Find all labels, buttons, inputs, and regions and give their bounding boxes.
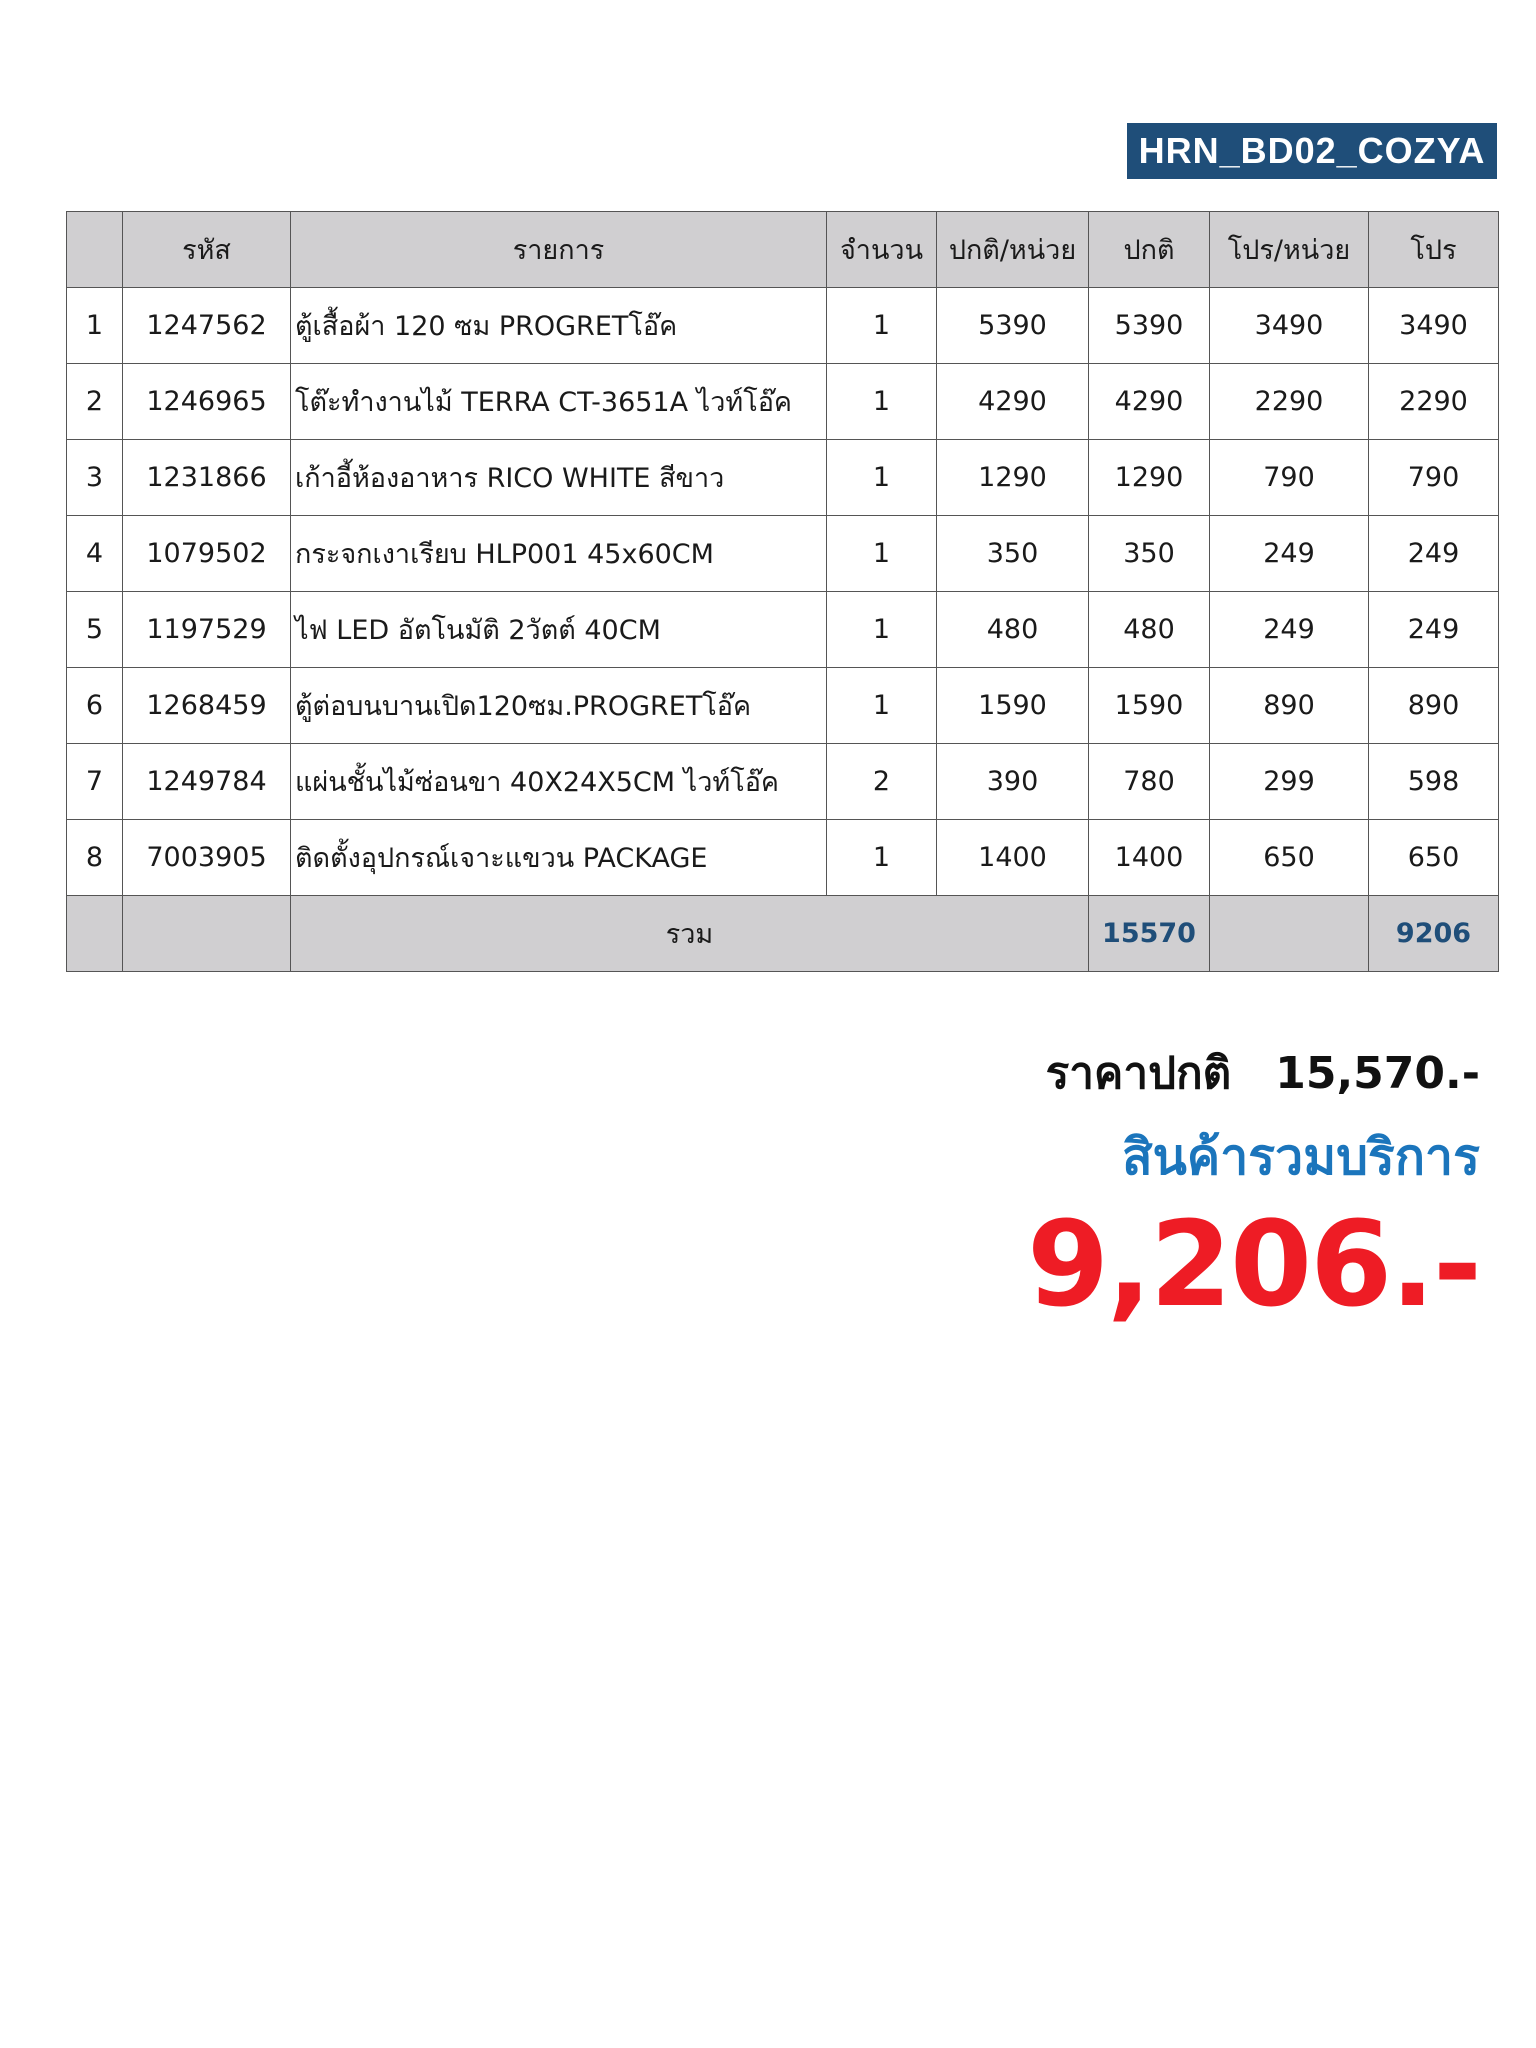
table-row — [67, 668, 1499, 744]
document-code-badge: HRN_BD02_COZYA — [1127, 123, 1497, 179]
row-promo: 890 — [1369, 668, 1499, 744]
row-normal: 780 — [1089, 744, 1210, 820]
row-item-name: เก้าอี้ห้องอาหาร RICO WHITE สีขาว — [291, 440, 827, 516]
table-row — [67, 592, 1499, 668]
row-qty: 1 — [827, 364, 937, 440]
total-row — [67, 896, 1499, 972]
row-normal-unit: 480 — [937, 592, 1089, 668]
row-normal-unit: 350 — [937, 516, 1089, 592]
row-normal-unit: 1400 — [937, 820, 1089, 896]
row-qty: 2 — [827, 744, 937, 820]
row-normal-unit: 390 — [937, 744, 1089, 820]
row-normal: 480 — [1089, 592, 1210, 668]
table-row — [67, 288, 1499, 364]
row-item-name: ตู้เสื้อผ้า 120 ซม PROGRETโอ๊ค — [291, 288, 827, 364]
header-promo-unit: โปร/หน่วย — [1210, 212, 1369, 288]
row-promo: 598 — [1369, 744, 1499, 820]
row-normal: 1400 — [1089, 820, 1210, 896]
table-header-row — [67, 212, 1499, 288]
row-promo: 650 — [1369, 820, 1499, 896]
row-promo: 3490 — [1369, 288, 1499, 364]
total-empty-cell — [1210, 896, 1369, 972]
row-normal-unit: 1590 — [937, 668, 1089, 744]
row-normal-unit: 4290 — [937, 364, 1089, 440]
row-code: 7003905 — [123, 820, 291, 896]
row-code: 1197529 — [123, 592, 291, 668]
table-row — [67, 364, 1499, 440]
row-code: 1249784 — [123, 744, 291, 820]
row-qty: 1 — [827, 820, 937, 896]
row-qty: 1 — [827, 592, 937, 668]
row-promo-unit: 790 — [1210, 440, 1369, 516]
row-no: 6 — [67, 668, 123, 744]
total-normal: 15570 — [1089, 896, 1210, 972]
row-normal: 350 — [1089, 516, 1210, 592]
table-row — [67, 516, 1499, 592]
row-normal: 5390 — [1089, 288, 1210, 364]
header-no — [67, 212, 123, 288]
total-empty-cell — [67, 896, 123, 972]
row-promo-unit: 299 — [1210, 744, 1369, 820]
normal-price-value: 15,570.- — [1275, 1048, 1480, 1099]
header-normal-unit: ปกติ/หน่วย — [937, 212, 1089, 288]
table-row — [67, 440, 1499, 516]
row-item-name: โต๊ะทำงานไม้ TERRA CT-3651A ไวท์โอ๊ค — [291, 364, 827, 440]
row-promo: 2290 — [1369, 364, 1499, 440]
row-normal: 1290 — [1089, 440, 1210, 516]
row-code: 1247562 — [123, 288, 291, 364]
row-no: 1 — [67, 288, 123, 364]
row-qty: 1 — [827, 288, 937, 364]
row-normal-unit: 1290 — [937, 440, 1089, 516]
row-normal: 4290 — [1089, 364, 1210, 440]
table-row — [67, 820, 1499, 896]
header-promo: โปร — [1369, 212, 1499, 288]
normal-price-line — [1020, 1038, 1480, 1108]
row-item-name: ตู้ต่อบนบานเปิด120ซม.PROGRETโอ๊ค — [291, 668, 827, 744]
row-code: 1246965 — [123, 364, 291, 440]
table-row — [67, 744, 1499, 820]
row-promo: 249 — [1369, 516, 1499, 592]
row-promo: 790 — [1369, 440, 1499, 516]
header-normal: ปกติ — [1089, 212, 1210, 288]
row-promo-unit: 249 — [1210, 592, 1369, 668]
items-table — [66, 211, 1499, 972]
row-item-name: แผ่นชั้นไม้ซ่อนขา 40X24X5CM ไวท์โอ๊ค — [291, 744, 827, 820]
row-no: 5 — [67, 592, 123, 668]
row-qty: 1 — [827, 440, 937, 516]
header-code: รหัส — [123, 212, 291, 288]
header-item: รายการ — [291, 212, 827, 288]
header-qty: จำนวน — [827, 212, 937, 288]
row-no: 2 — [67, 364, 123, 440]
total-label: รวม — [291, 896, 1089, 972]
row-promo-unit: 3490 — [1210, 288, 1369, 364]
row-code: 1268459 — [123, 668, 291, 744]
row-code: 1231866 — [123, 440, 291, 516]
normal-price-label: ราคาปกติ — [1045, 1048, 1232, 1099]
total-empty-cell — [123, 896, 291, 972]
row-promo-unit: 249 — [1210, 516, 1369, 592]
row-no: 8 — [67, 820, 123, 896]
row-normal: 1590 — [1089, 668, 1210, 744]
row-promo-unit: 2290 — [1210, 364, 1369, 440]
total-promo: 9206 — [1369, 896, 1499, 972]
row-qty: 1 — [827, 516, 937, 592]
row-no: 7 — [67, 744, 123, 820]
promo-price: 9,206.- — [1026, 1195, 1480, 1333]
row-normal-unit: 5390 — [937, 288, 1089, 364]
service-label: สินค้ารวมบริการ — [1122, 1128, 1480, 1186]
row-item-name: กระจกเงาเรียบ HLP001 45x60CM — [291, 516, 827, 592]
row-no: 4 — [67, 516, 123, 592]
row-promo: 249 — [1369, 592, 1499, 668]
row-qty: 1 — [827, 668, 937, 744]
row-promo-unit: 650 — [1210, 820, 1369, 896]
row-item-name: ไฟ LED อัตโนมัติ 2วัตต์ 40CM — [291, 592, 827, 668]
row-no: 3 — [67, 440, 123, 516]
row-item-name: ติดตั้งอุปกรณ์เจาะแขวน PACKAGE — [291, 820, 827, 896]
row-code: 1079502 — [123, 516, 291, 592]
row-promo-unit: 890 — [1210, 668, 1369, 744]
